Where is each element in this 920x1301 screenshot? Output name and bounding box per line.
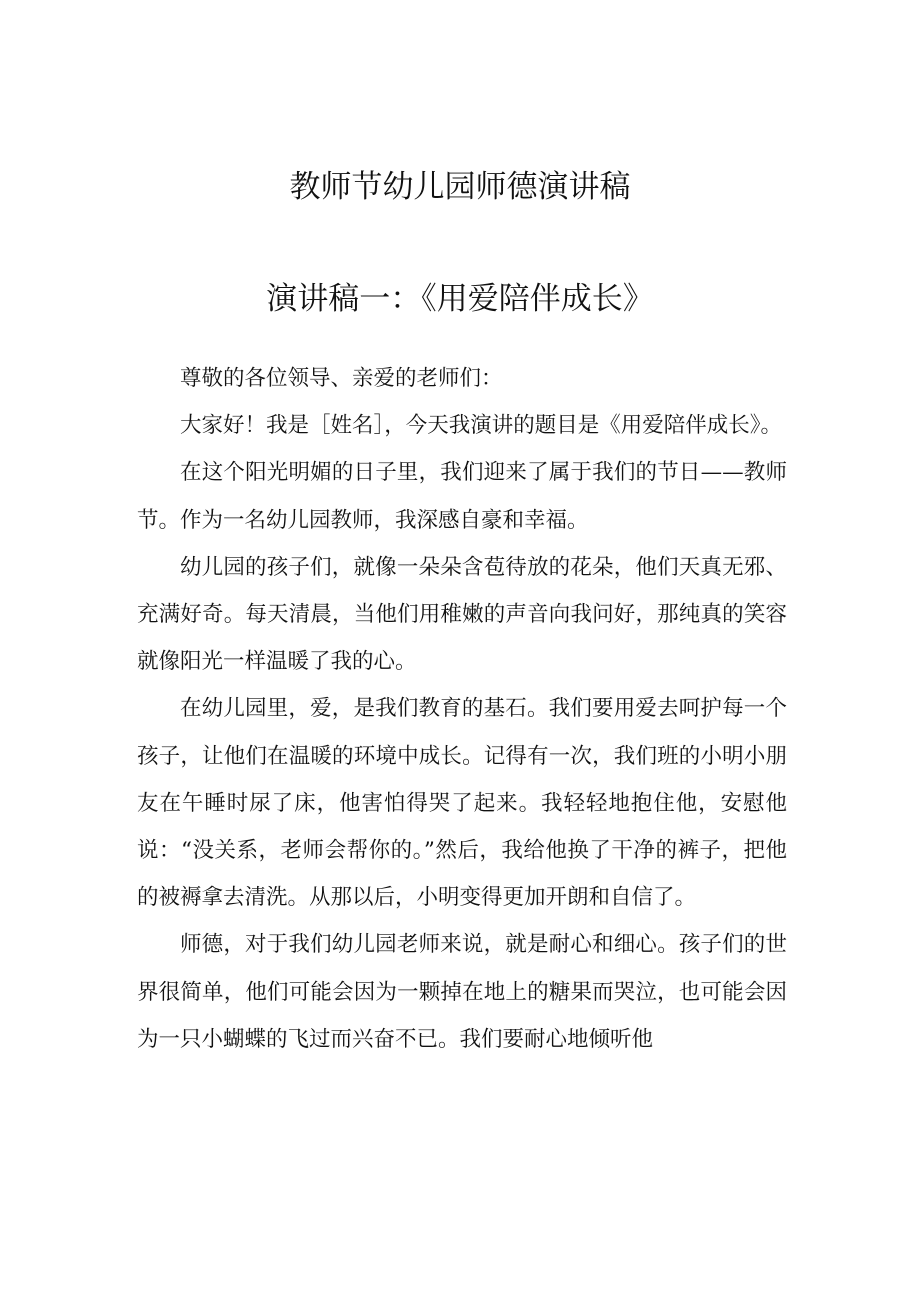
document-body (137, 355, 787, 1063)
paragraph: 幼儿园的孩子们，就像一朵朵含苞待放的花朵，他们天真无邪、充满好奇。每天清晨，当他们用稚嫩的声音向我问好，那纯真的笑容就像阳光一样温暖了我的心。 (137, 554, 787, 675)
paragraph: 在幼儿园里，爱，是我们教育的基石。我们要用爱去呵护每一个孩子，让他们在温暖的环境中成长。记得有一次，我们班的小明小朋友在午睡时尿了床，他害怕得哭了起来。我轻轻地抱住他，安慰他说：“没关系，老师会帮你的。”然后，我给他换了干净的裤子，把他的被褥拿去清洗。从那以后，小明变得更加开朗和自信了。 (137, 696, 787, 911)
document-title: 教师节幼儿园师德演讲稿 (289, 169, 631, 205)
paragraph: 师德，对于我们幼儿园老师来说，就是耐心和细心。孩子们的世界很简单，他们可能会因为一颗掉在地上的糖果而哭泣，也可能会因为一只小蝴蝶的飞过而兴奋不已。我们要耐心地倾听他 (137, 932, 787, 1052)
document-subtitle: 演讲稿一：《用爱陪伴成长》 (266, 281, 654, 317)
paragraph: 在这个阳光明媚的日子里，我们迎来了属于我们的节日——教师节。作为一名幼儿园教师，我深感自豪和幸福。 (137, 460, 787, 533)
paragraph-intro: 大家好！我是［姓名］，今天我演讲的题目是《用爱陪伴成长》。 (180, 413, 783, 439)
paragraph-greeting: 尊敬的各位领导、亲爱的老师们： (180, 366, 503, 391)
